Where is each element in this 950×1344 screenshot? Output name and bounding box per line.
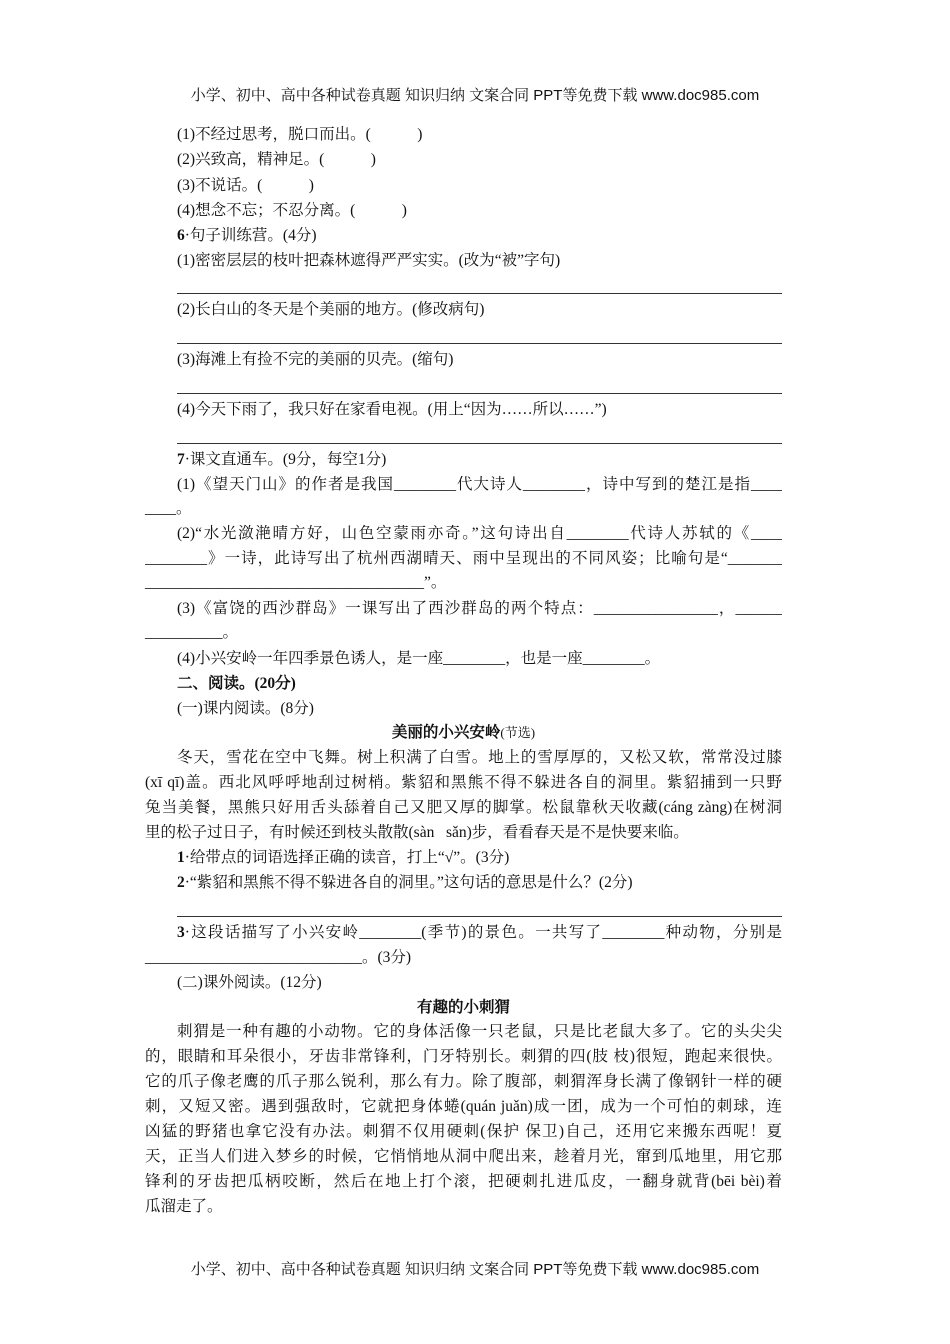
q5-item: (2)兴致高，精神足。( )	[177, 151, 376, 168]
answer-line[interactable]	[177, 443, 782, 444]
reading-question	[177, 873, 633, 893]
q5-item: (4)想念不忘；不忍分离。( )	[177, 202, 407, 219]
question-continuation: ____________________________。(3分)	[145, 949, 412, 966]
q7-line: ____。	[145, 500, 192, 517]
q7-line: ____________________________________”。	[145, 574, 447, 591]
q6-item: (2)长白山的冬天是个美丽的地方。(修改病句)	[177, 301, 485, 318]
q7-line: (1)《望天门山》的作者是我国________代大诗人________，诗中写到的楚江是指____	[177, 476, 782, 493]
q7-line: ________》一诗，此诗写出了杭州西湖晴天、雨中呈现出的不同风姿；比喻句是“_______	[145, 550, 782, 567]
subsection-heading: (二)课外阅读。(12分)	[177, 974, 322, 991]
q7-line: (4)小兴安岭一年四季景色诱人，是一座________，也是一座________。	[177, 650, 661, 667]
passage-title: 有趣的小刺猬	[416, 999, 510, 1016]
q7-line: __________。	[145, 624, 239, 641]
question-number: 3	[177, 924, 185, 941]
question-text: ·这段话描写了小兴安岭________(季节)的景色。一共写了________种动物，分别是	[184, 924, 782, 941]
passage-line: 凶猛的野猪也拿它没有办法。刺猬不仅用硬刺(保护 保卫)自己，还用它来搬东西呢！夏	[145, 1123, 782, 1140]
question-text: ·给带点的词语选择正确的读音，打上“√”。(3分)	[184, 849, 510, 866]
passage-line: 冬天，雪花在空中飞舞。树上积满了白雪。地上的雪厚厚的，又松又软，常常没过膝	[177, 749, 782, 766]
q6-item: (1)密密层层的枝叶把森林遮得严严实实。(改为“被”字句)	[177, 252, 561, 269]
answer-line[interactable]	[177, 293, 782, 294]
question-text: ·“紫貂和黑熊不得不躲进各自的洞里。”这句话的意思是什么？(2分)	[184, 874, 633, 891]
q5-item: (1)不经过思考，脱口而出。( )	[177, 126, 423, 143]
passage-line: 天，正当人们进入梦乡的时候，它悄悄地从洞中爬出来，趁着月光，窜到瓜地里，用它那	[145, 1148, 782, 1165]
passage-line: 里的松子过日子，有时候还到枝头散散(sàn sǎn)步，看看春天是不是快要来临。	[145, 824, 689, 841]
passage-title-text: 美丽的小兴安岭	[391, 724, 501, 741]
reading-question	[177, 923, 782, 943]
passage-title	[145, 723, 782, 743]
passage-line: 锋利的牙齿把瓜柄咬断，然后在地上打个滚，把硬刺扎进瓜皮，一翻身就背(bēi bèi)着	[145, 1173, 782, 1190]
q6-number: 6	[177, 227, 185, 244]
q6-item: (4)今天下雨了，我只好在家看电视。(用上“因为……所以……”)	[177, 401, 607, 418]
passage-line: 刺猬是一种有趣的小动物。它的身体活像一只老鼠，只是比老鼠大多了。它的头尖尖	[177, 1023, 782, 1040]
question-number: 1	[177, 849, 185, 866]
q5-item: (3)不说话。( )	[177, 177, 314, 194]
q6-heading	[177, 226, 317, 246]
passage-line: 刺，又短又密。遇到强敌时，它就把身体蜷(quán juǎn)成一团，成为一个可怕的刺球，连	[145, 1098, 782, 1115]
q7-heading	[177, 450, 386, 470]
q6-item: (3)海滩上有捡不完的美丽的贝壳。(缩句)	[177, 351, 454, 368]
q7-number: 7	[177, 451, 185, 468]
q7-line: (3)《富饶的西沙群岛》一课写出了西沙群岛的两个特点：________________，______	[177, 600, 782, 617]
q7-title: ·课文直通车。(9分，每空1分)	[184, 451, 387, 468]
q7-line: (2)“水光潋滟晴方好，山色空蒙雨亦奇。”这句诗出自________代诗人苏轼的《____	[177, 525, 782, 542]
passage-line: 的，眼睛和耳朵很小，牙齿非常锋利，门牙特别长。刺猬的四(肢 枝)很短，跑起来很快。	[145, 1048, 782, 1065]
page-footer: 小学、初中、高中各种试卷真题 知识归纳 文案合同 PPT等免费下载 www.doc985.com	[190, 1261, 760, 1278]
answer-line[interactable]	[177, 393, 782, 394]
q6-title: ·句子训练营。(4分)	[184, 227, 317, 244]
passage-line: 瓜溜走了。	[145, 1198, 223, 1215]
answer-line[interactable]	[177, 916, 782, 917]
passage-line: (xī qī)盖。西北风呼呼地刮过树梢。紫貂和黑熊不得不躲进各自的洞里。紫貂捕到一只野	[145, 774, 782, 791]
reading-question	[177, 848, 509, 868]
passage-line: 它的爪子像老鹰的爪子那么锐利，那么有力。除了腹部，刺猬浑身长满了像钢针一样的硬	[145, 1073, 782, 1090]
section-heading: 二、阅读。(20分)	[177, 675, 296, 692]
page-header: 小学、初中、高中各种试卷真题 知识归纳 文案合同 PPT等免费下载 www.doc985.com	[190, 87, 760, 104]
subsection-heading: (一)课内阅读。(8分)	[177, 700, 314, 717]
question-number: 2	[177, 874, 185, 891]
answer-line[interactable]	[177, 343, 782, 344]
passage-title-note: (节选)	[500, 725, 536, 740]
passage-line: 兔当美餐，黑熊只好用舌头舔着自己又肥又厚的脚掌。松鼠靠秋天收藏(cáng zàng)在树洞	[145, 799, 782, 816]
